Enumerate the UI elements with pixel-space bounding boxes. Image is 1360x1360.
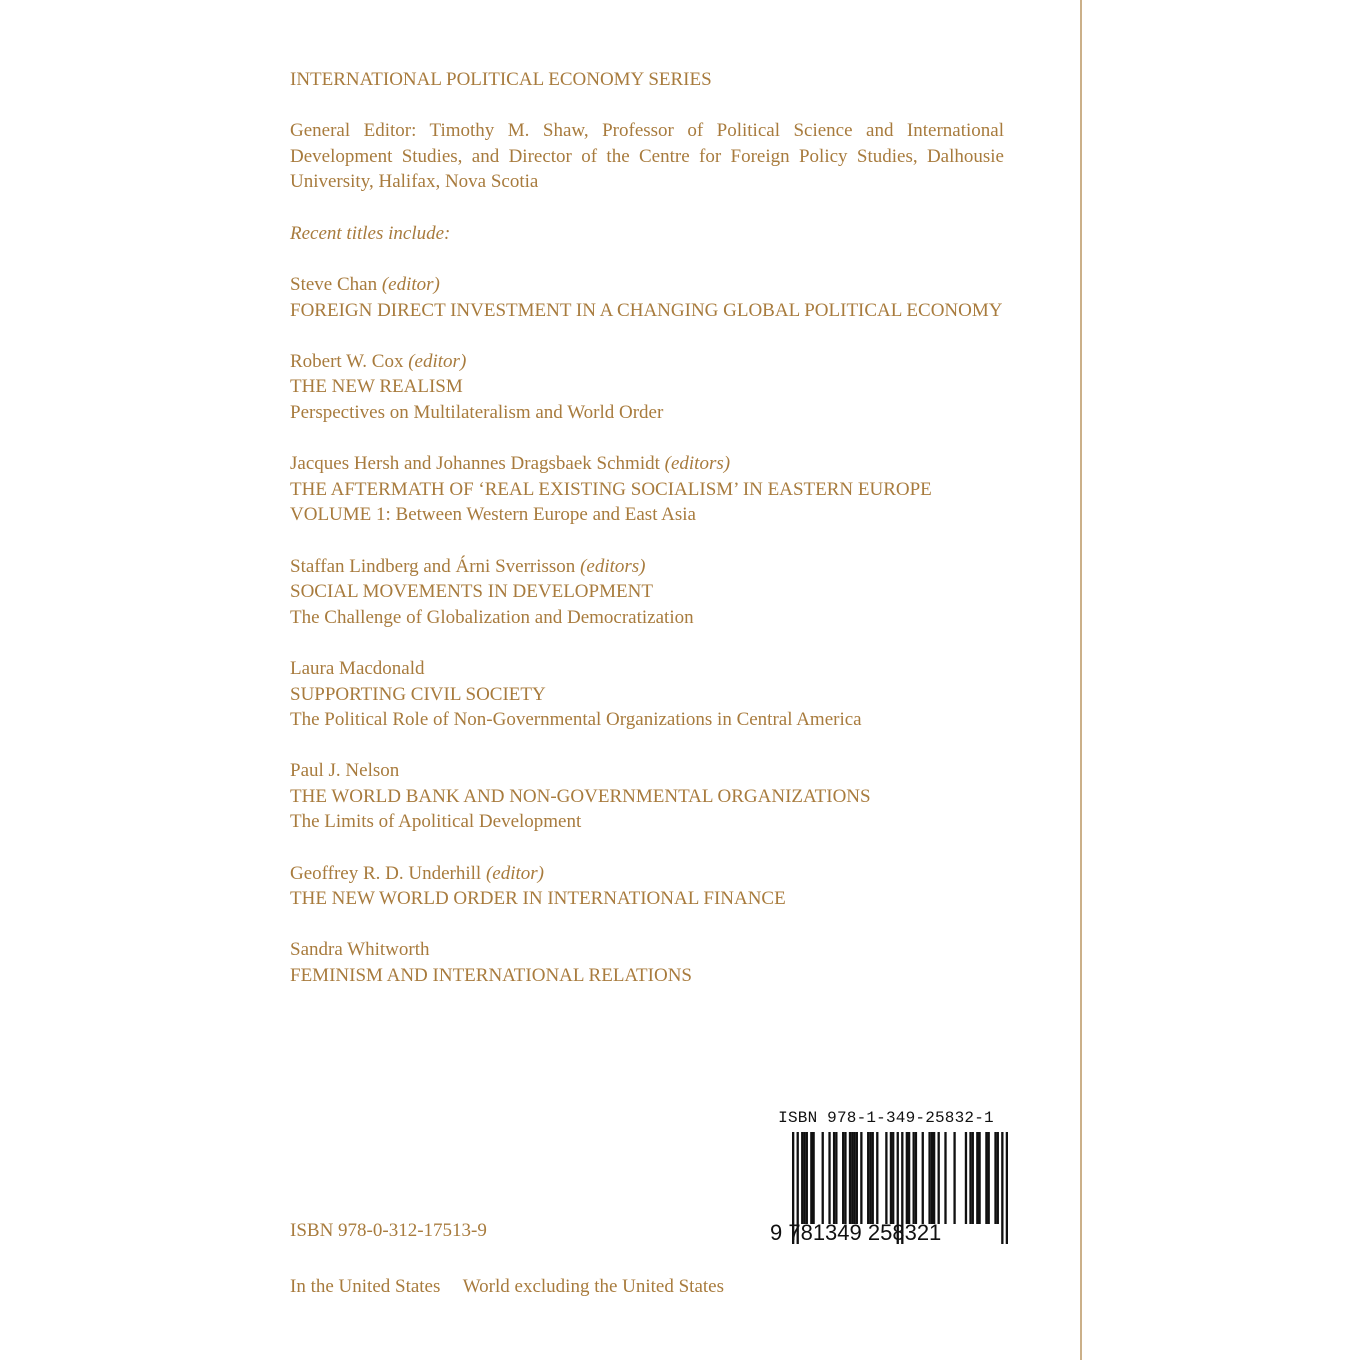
barcode-bar [978, 1132, 980, 1224]
book-author-line [290, 861, 1006, 887]
book-author-line [290, 656, 1006, 682]
barcode-bar [885, 1132, 887, 1224]
barcode-bar [801, 1132, 803, 1224]
barcode-bar [953, 1132, 955, 1224]
barcode-bar [872, 1132, 874, 1224]
book-author: Staffan Lindberg and Árni Sverrisson [290, 555, 576, 577]
book-role: (editor) [408, 350, 467, 372]
book-author: Paul J. Nelson [290, 760, 400, 782]
barcode-bar [867, 1132, 869, 1224]
book-role: (editors) [580, 555, 646, 577]
barcode-isbn-label: ISBN 978-1-349-25832-1 [778, 1109, 994, 1127]
barcode-bar [928, 1132, 930, 1224]
book-title: SUPPORTING CIVIL SOCIETY [290, 683, 546, 705]
book-entry [290, 451, 1006, 528]
barcode-bar [849, 1132, 851, 1224]
barcode-bar [828, 1132, 830, 1224]
barcode-bar [835, 1132, 837, 1224]
barcode-bar [906, 1132, 908, 1224]
barcode-bar [933, 1132, 935, 1224]
barcode-bar [969, 1132, 971, 1224]
book-title: THE AFTERMATH OF ‘REAL EXISTING SOCIALISM’ IN EASTERN EUROPE [290, 478, 932, 500]
book-author-line [290, 272, 1006, 298]
barcode-bar [803, 1132, 805, 1224]
book-entry [290, 349, 1006, 426]
barcode-bar [860, 1132, 862, 1224]
book-list [290, 272, 1006, 1014]
barcode-bar [938, 1132, 940, 1224]
book-author: Robert W. Cox [290, 350, 404, 372]
world-excluding-us-label: World excluding the United States [462, 1276, 724, 1297]
barcode-bar [851, 1132, 853, 1224]
book-author: Sandra Whitworth [290, 939, 430, 961]
book-entry [290, 656, 1006, 733]
book-title: SOCIAL MOVEMENTS IN DEVELOPMENT [290, 581, 653, 603]
in-united-states-label: In the United States [290, 1276, 441, 1297]
book-author: Geoffrey R. D. Underhill [290, 862, 482, 884]
recent-titles-label: Recent titles include: [290, 223, 451, 244]
barcode-bar [890, 1132, 892, 1224]
book-subtitle: The Challenge of Globalization and Democratization [290, 606, 694, 628]
book-role: (editor) [381, 274, 440, 295]
barcode-bar [833, 1132, 835, 1224]
barcode-bar [985, 1132, 987, 1224]
barcode-digits: 9 781349 258321 [770, 1220, 942, 1245]
barcode-bar [913, 1132, 915, 1224]
barcode-bar [869, 1132, 871, 1224]
isbn-us: ISBN 978-0-312-17513-9 [290, 1220, 487, 1241]
barcode-bar [922, 1132, 924, 1224]
book-subtitle: The Limits of Apolitical Development [290, 811, 582, 833]
barcode-bar [976, 1132, 978, 1224]
barcode-bar [844, 1132, 846, 1224]
barcode-bar [994, 1132, 996, 1224]
book-subtitle: Perspectives on Multilateralism and World Order [290, 401, 664, 423]
barcode-bar [965, 1132, 967, 1224]
book-title: THE NEW WORLD ORDER IN INTERNATIONAL FINANCE [290, 888, 786, 910]
book-author: Laura Macdonald [290, 657, 425, 679]
barcode-bar [997, 1132, 999, 1224]
barcode-bar [972, 1132, 974, 1224]
barcode [764, 1108, 1008, 1244]
barcode-bar [931, 1132, 933, 1224]
book-entry [290, 758, 1006, 835]
book-title: FOREIGN DIRECT INVESTMENT IN A CHANGING GLOBAL POLITICAL ECONOMY [290, 299, 1003, 321]
book-author-line [290, 758, 1006, 784]
barcode-bar [856, 1132, 858, 1224]
book-entry [290, 554, 1006, 631]
book-subtitle: The Political Role of Non-Governmental Organizations in Central America [290, 709, 862, 731]
book-title: THE NEW REALISM [290, 376, 463, 398]
book-entry [290, 272, 1006, 323]
barcode-bar [810, 1132, 812, 1224]
barcode-bar [915, 1132, 917, 1224]
book-author-line [290, 349, 1006, 375]
book-author-line [290, 554, 1006, 580]
book-author-line [290, 937, 1006, 963]
book-title: FEMINISM AND INTERNATIONAL RELATIONS [290, 965, 692, 987]
general-editor-paragraph: General Editor: Timothy M. Shaw, Professor of Political Science and International Development Studies, and Director of the Centre for Foreign Policy Studies, Dalhousie University, Halifax, Nova Scotia [290, 120, 1004, 193]
barcode-bar [853, 1132, 855, 1224]
book-author: Steve Chan [290, 274, 378, 295]
barcode-bar [988, 1132, 990, 1224]
book-role: (editors) [664, 453, 731, 475]
barcode-bar [944, 1132, 946, 1224]
book-subtitle: VOLUME 1: Between Western Europe and East Asia [290, 504, 696, 526]
barcode-bar [892, 1132, 894, 1224]
book-title: THE WORLD BANK AND NON-GOVERNMENTAL ORGANIZATIONS [290, 785, 871, 807]
barcode-bar [812, 1132, 814, 1224]
book-entry [290, 861, 1006, 912]
book-author: Jacques Hersh and Johannes Dragsbaek Schmidt [290, 453, 660, 475]
book-role: (editor) [485, 862, 544, 884]
barcode-bar [908, 1132, 910, 1224]
book-author-line [290, 451, 1006, 477]
barcode-bar [876, 1132, 878, 1224]
barcode-bar [842, 1132, 844, 1224]
barcode-bar [806, 1132, 808, 1224]
book-entry [290, 937, 1006, 988]
barcode-bar [822, 1132, 824, 1224]
series-title: INTERNATIONAL POLITICAL ECONOMY SERIES [290, 69, 712, 90]
